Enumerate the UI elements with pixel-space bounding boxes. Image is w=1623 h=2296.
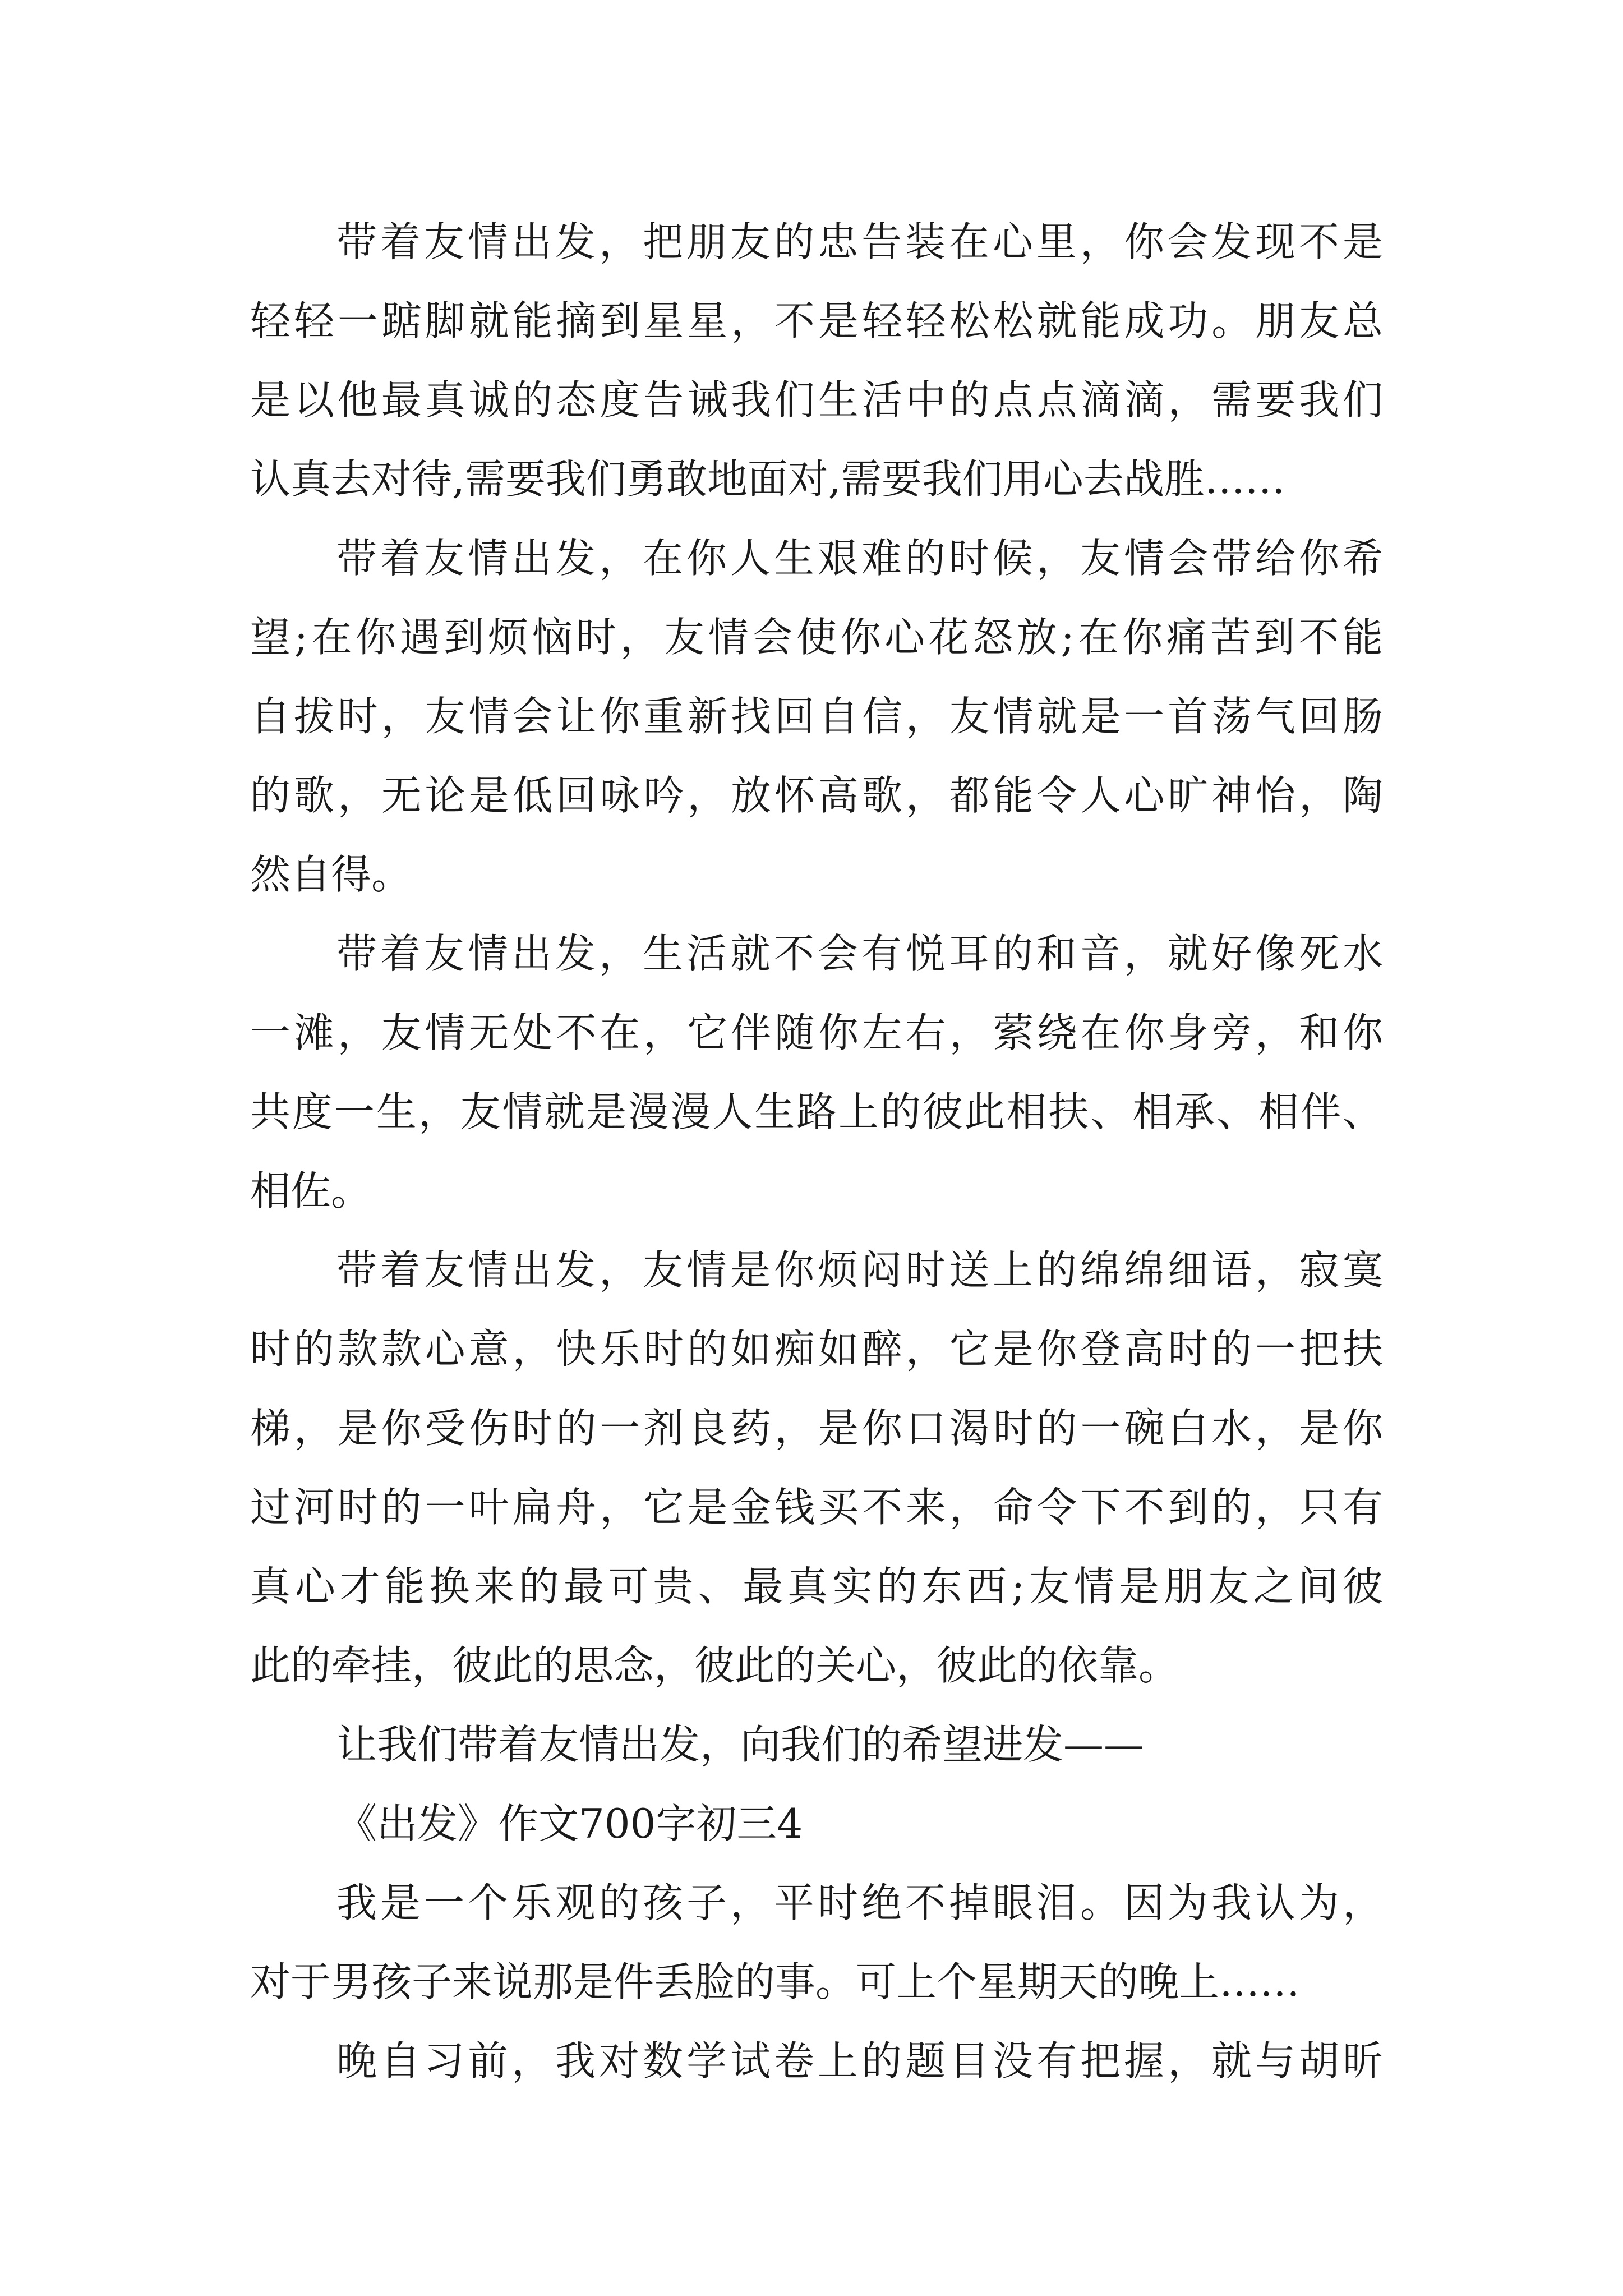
paragraph-line: 轻轻一踮脚就能摘到星星，不是轻轻松松就能成功。朋友总 (250, 297, 1383, 344)
paragraph-line: 此的牵挂，彼此的思念，彼此的关心，彼此的依靠。 (250, 1642, 1179, 1689)
paragraph-line: 我是一个乐观的孩子，平时绝不掉眼泪。因为我认为， (336, 1879, 1383, 1926)
paragraph-line: 过河时的一叶扁舟，它是金钱买不来，命令下不到的，只有 (250, 1484, 1383, 1531)
paragraph-line: 望;在你遇到烦恼时，友情会使你心花怒放;在你痛苦到不能 (250, 614, 1383, 661)
paragraph-line: 相佐。 (250, 1167, 372, 1214)
paragraph-line: 梯，是你受伤时的一剂良药，是你口渴时的一碗白水，是你 (250, 1405, 1383, 1452)
paragraph-line: 的歌，无论是低回咏吟，放怀高歌，都能令人心旷神怡，陶 (250, 772, 1383, 819)
paragraph-line: 晚自习前，我对数学试卷上的题目没有把握，就与胡昕 (336, 2037, 1383, 2085)
paragraph-line: 共度一生，友情就是漫漫人生路上的彼此相扶、相承、相伴、 (250, 1088, 1383, 1135)
paragraph-line: 自拔时，友情会让你重新找回自信，友情就是一首荡气回肠 (250, 693, 1383, 740)
paragraph-line: 认真去对待,需要我们勇敢地面对,需要我们用心去战胜…… (250, 455, 1285, 503)
paragraph-line: 带着友情出发，把朋友的忠告装在心里，你会发现不是 (336, 218, 1383, 265)
paragraph-line: 然自得。 (250, 851, 412, 898)
section-heading: 《出发》作文700字初三4 (336, 1800, 803, 1847)
paragraph-line: 真心才能换来的最可贵、最真实的东西;友情是朋友之间彼 (250, 1563, 1383, 1610)
paragraph-line: 是以他最真诚的态度告诫我们生活中的点点滴滴，需要我们 (250, 376, 1383, 424)
paragraph-line: 时的款款心意，快乐时的如痴如醉，它是你登高时的一把扶 (250, 1326, 1383, 1373)
paragraph-line: 一滩，友情无处不在，它伴随你左右，萦绕在你身旁，和你 (250, 1009, 1383, 1056)
paragraph-line: 带着友情出发，在你人生艰难的时候，友情会带给你希 (336, 535, 1383, 582)
paragraph-line: 对于男孩子来说那是件丢脸的事。可上个星期天的晚上…… (250, 1958, 1301, 2005)
paragraph-line: 让我们带着友情出发，向我们的希望进发—— (336, 1721, 1145, 1768)
paragraph-line: 带着友情出发，生活就不会有悦耳的和音，就好像死水 (336, 930, 1383, 977)
paragraph-line: 带着友情出发，友情是你烦闷时送上的绵绵细语，寂寞 (336, 1246, 1383, 1294)
